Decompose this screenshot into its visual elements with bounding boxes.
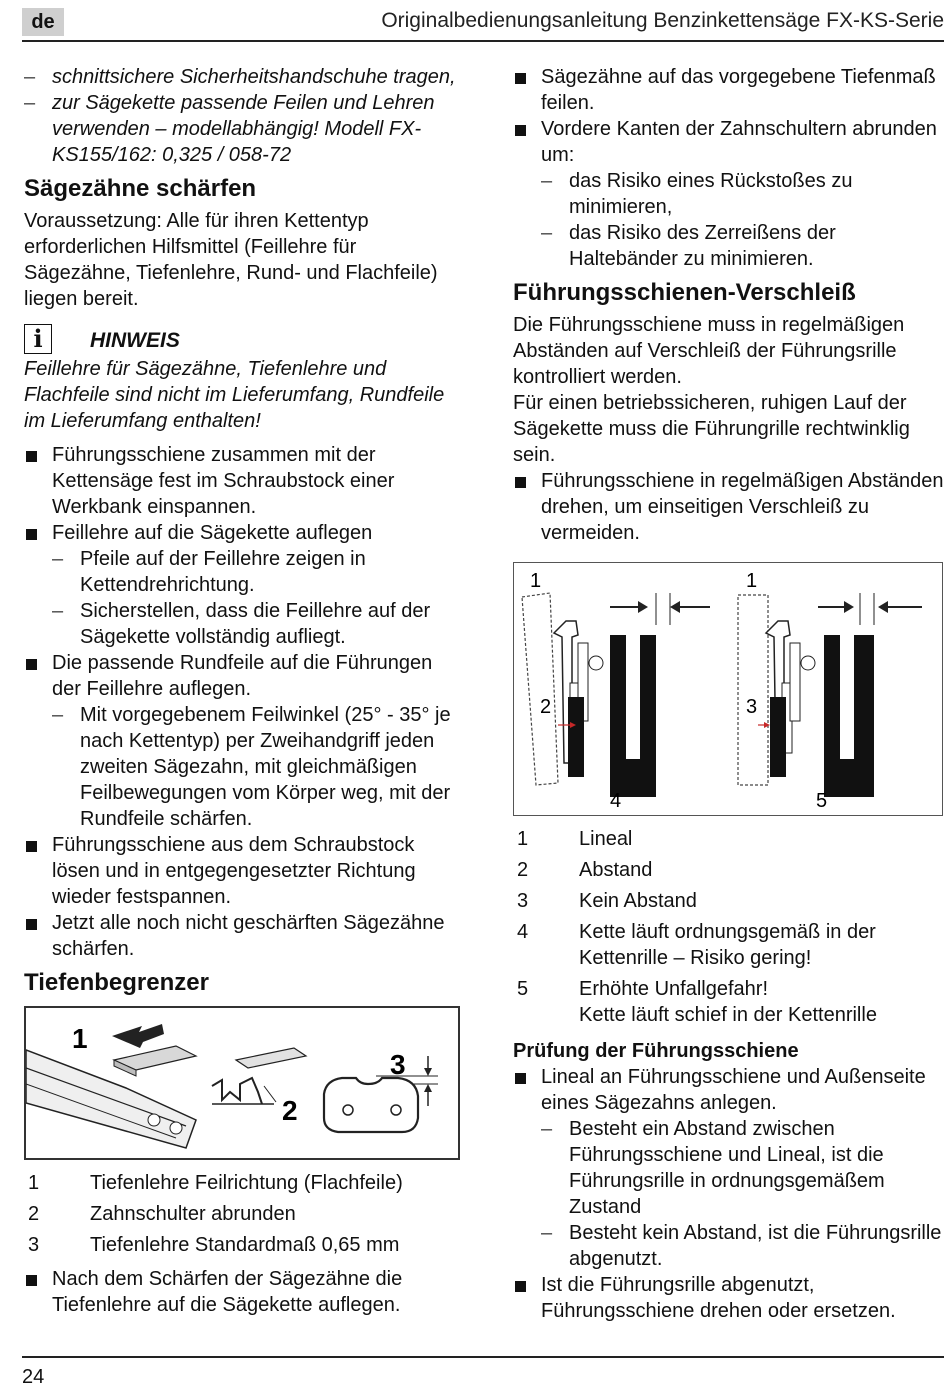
sub-item: – das Risiko des Zerreißens der Haltebänder zu minimieren. — [513, 220, 945, 272]
step-item: Führungsschiene in regelmäßigen Abständen drehen, um einseitigen Verschleiß zu vermeiden. — [513, 468, 945, 546]
legend-text: Lineal — [579, 828, 633, 850]
section-intro: Voraussetzung: Alle für ihren Kettentyp erforderlichen Hilfsmittel (Feillehre für Sägezähne, Tiefenlehre, Rund- und Flachfeile) liegen bereit. — [24, 210, 438, 310]
legend-number: 5 — [517, 978, 529, 1000]
legend-wear — [513, 826, 945, 1028]
sub-item: – das Risiko eines Rückstoßes zu minimieren, — [513, 168, 945, 220]
legend-text-line: Kette läuft schief in der Kettenrille — [579, 1004, 877, 1026]
depth-gauge-figure — [24, 1006, 460, 1160]
step-item: Die passende Rundfeile auf die Führungen der Feillehre auflegen. — [24, 650, 464, 702]
intro-dash-item: – schnittsichere Sicherheitshandschuhe tragen, — [24, 64, 464, 90]
info-icon: i — [24, 324, 52, 354]
step-item: Sägezähne auf das vorgegebene Tiefenmaß feilen. — [513, 64, 945, 116]
figure2-label: 2 — [540, 696, 552, 718]
section-title-depth: Tiefenbegrenzer — [24, 969, 209, 996]
figure2-label: 1 — [530, 570, 542, 592]
figure1-label: 1 — [72, 1023, 88, 1054]
figure2-label: 3 — [746, 696, 758, 718]
sub-item: – Mit vorgegebenem Feilwinkel (25° - 35° je nach Kettentyp) per Zweihandgriff jeden zweiten Sägezahn, mit gleichmäßigen Feilbewegungen vom Körper weg, mit der Rundfeile schärfen. — [24, 702, 464, 832]
legend-text: Kette läuft ordnungsgemäß in der Kettenrille – Risiko gering! — [579, 921, 876, 969]
legend-text: Kein Abstand — [579, 890, 697, 912]
section-title-sharpen: Sägezähne schärfen — [24, 175, 257, 202]
step-item: Führungsschiene aus dem Schraubstock lösen und in entgegengesetzter Richtung wieder festspannen. — [24, 832, 464, 910]
sub-item: – Sicherstellen, dass die Feillehre auf der Sägekette vollständig aufliegt. — [24, 598, 464, 650]
legend-row — [513, 976, 945, 1028]
right-column — [513, 64, 945, 1324]
sub-item: – Besteht ein Abstand zwischen Führungsschiene und Lineal, ist die Führungsrille in ordnungsgemäßem Zustand — [513, 1116, 945, 1220]
legend-text-line: Erhöhte Unfallgefahr! — [579, 978, 769, 1000]
step-item: Ist die Führungsrille abgenutzt, Führungsschiene drehen oder ersetzen. — [513, 1272, 945, 1324]
legend-text: Zahnschulter abrunden — [90, 1203, 296, 1225]
legend-row — [513, 919, 945, 971]
legend-text: Tiefenlehre Feilrichtung (Flachfeile) — [90, 1172, 403, 1194]
note-header — [24, 322, 464, 356]
paragraph: Für einen betriebssicheren, ruhigen Lauf der Sägekette muss die Führungrille rechtwinklig sein. — [513, 392, 910, 466]
legend-number: 3 — [517, 890, 529, 912]
legend-number: 2 — [28, 1203, 40, 1225]
page-number: 24 — [22, 1366, 45, 1388]
step-item: Nach dem Schärfen der Sägezähne die Tiefenlehre auf die Sägekette auflegen. — [24, 1266, 464, 1318]
paragraph: Die Führungsschiene muss in regelmäßigen Abständen auf Verschleiß der Führungsrille kontrolliert werden. — [513, 314, 905, 388]
figure1-label: 3 — [390, 1049, 406, 1080]
guide-bar-wear-illustration — [514, 563, 942, 815]
legend-row — [24, 1232, 464, 1258]
legend-row — [24, 1170, 464, 1196]
sub-item: – Besteht kein Abstand, ist die Führungsrille abgenutzt. — [513, 1220, 945, 1272]
page-header — [22, 4, 944, 42]
note-text: Feillehre für Sägezähne, Tiefenlehre und Flachfeile sind nicht im Lieferumfang, Rundfeile im Lieferumfang enthalten! — [24, 358, 445, 432]
note-title: HINWEIS — [90, 329, 180, 352]
legend-row — [24, 1201, 464, 1227]
legend-row — [513, 888, 945, 914]
legend-number: 4 — [517, 921, 529, 943]
guide-bar-wear-figure — [513, 562, 943, 816]
legend-number: 2 — [517, 859, 529, 881]
figure2-label: 5 — [816, 790, 828, 812]
language-badge: de — [22, 8, 64, 36]
legend-depth — [24, 1170, 464, 1258]
step-item: Führungsschiene zusammen mit der Kettensäge fest im Schraubstock einer Werkbank einspannen. — [24, 442, 464, 520]
legend-row — [513, 857, 945, 883]
legend-row — [513, 826, 945, 852]
step-item: Vordere Kanten der Zahnschultern abrunden um: — [513, 116, 945, 168]
header-title: Originalbedienungsanleitung Benzinkettensäge FX-KS-Serie — [381, 9, 944, 32]
legend-text: Tiefenlehre Standardmaß 0,65 mm — [90, 1234, 400, 1256]
figure2-label: 4 — [610, 790, 622, 812]
figure1-label: 2 — [282, 1095, 298, 1126]
sub-item: – Pfeile auf der Feillehre zeigen in Kettendrehrichtung. — [24, 546, 464, 598]
step-item: Jetzt alle noch nicht geschärften Sägezähne schärfen. — [24, 910, 464, 962]
step-item: Lineal an Führungsschiene und Außenseite eines Sägezahns anlegen. — [513, 1064, 945, 1116]
legend-number: 1 — [517, 828, 529, 850]
legend-text — [579, 976, 945, 1028]
legend-text: Abstand — [579, 859, 653, 881]
section-title-wear: Führungsschienen-Verschleiß — [513, 279, 856, 306]
legend-number: 1 — [28, 1172, 40, 1194]
legend-number: 3 — [28, 1234, 40, 1256]
depth-gauge-illustration — [26, 1008, 458, 1158]
page-footer — [22, 1356, 944, 1388]
step-item: Feillehre auf die Sägekette auflegen — [24, 520, 464, 546]
figure2-label: 1 — [746, 570, 758, 592]
intro-dash-item: – zur Sägekette passende Feilen und Lehren verwenden – modellabhängig! Modell FX-KS155/162: 0,325 / 058-72 — [24, 90, 464, 168]
left-column — [24, 64, 464, 1318]
subheading-check: Prüfung der Führungsschiene — [513, 1040, 799, 1062]
